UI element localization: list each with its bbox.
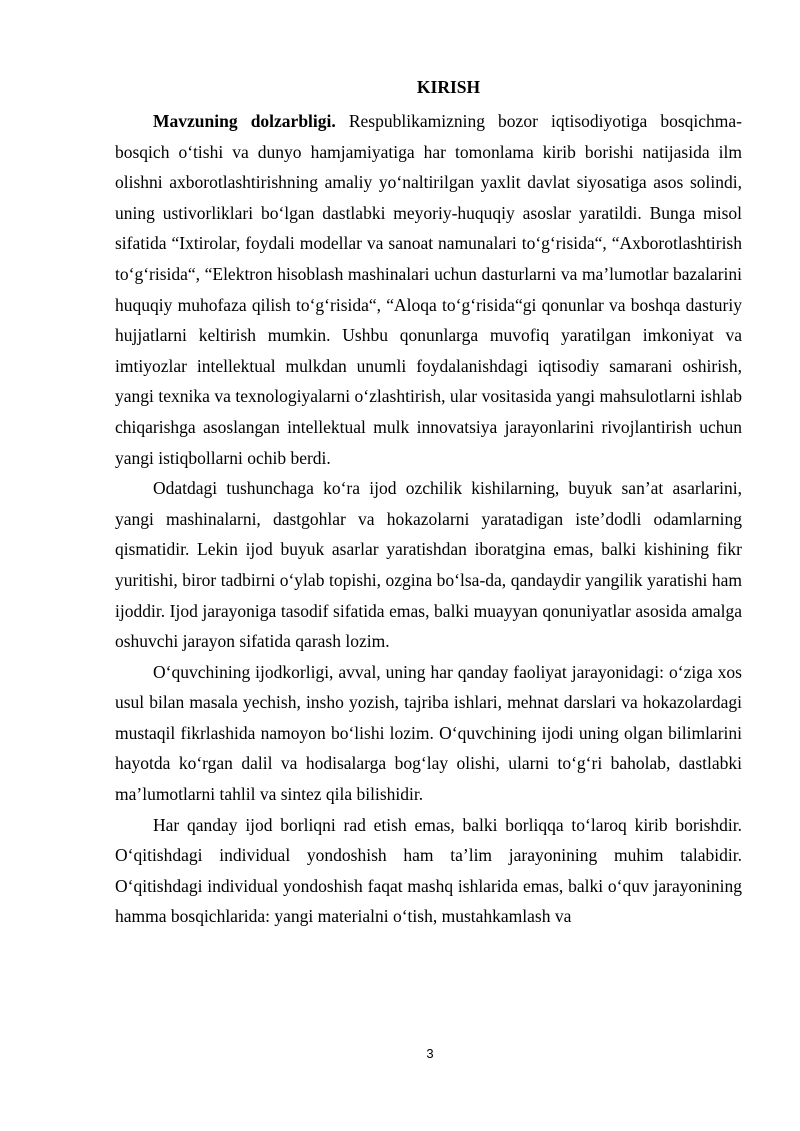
- paragraph-text: Odatdagi tushunchaga ko‘ra ijod ozchilik kishilarning, buyuk san’at asarlarini, yangi mashinalarni, dastgohlar va hokazolarni yaratadigan iste’dodli odamlarning qismatidir. Lekin ijod buyuk asarlar yaratishdan iboratgina emas, balki kishining fikr yuritishi, biror tadbirni o‘ylab topishi, ozgina bo‘lsa-da, qandaydir yangilik yaratishi ham ijoddir. Ijod jarayoniga tasodif sifatida emas, balki muayyan qonuniyatlar asosida amalga oshuvchi jarayon sifatida qarash lozim.: [115, 478, 742, 652]
- page-title: KIRISH: [416, 77, 481, 97]
- document-page: [115, 74, 742, 932]
- paragraph-text: Har qanday ijod borliqni rad etish emas, balki borliqqa to‘laroq kirib borishdir. O‘qitishdagi individual yondoshish ham ta’lim jarayonining muhim talabidir. O‘qitishdagi individual yondoshish faqat mashq ishlarida emas, balki o‘quv jarayonining hamma bosqichlarida: yangi materialni o‘tish, mustahkamlash va: [115, 814, 742, 927]
- paragraph-creativity: [115, 473, 742, 657]
- paragraph-relevance: [115, 106, 742, 473]
- page-number: 3: [426, 1046, 434, 1061]
- paragraph-text: Respublikamizning bozor iqtisodiyotiga bosqichma-bosqich o‘tishi va dunyo hamjamiyatiga har tomonlama kirib borishi natijasida ilm olishni axborotlashtirishning amaliy yo‘naltirilgan yaxlit davlat siyosatiga asos solindi, uning ustivorliklari bo‘lgan dastlabki meyoriy-huquqiy asoslar yaratildi. Bunga misol sifatida “Ixtirolar, foydali modellar va sanoat namunalari to‘g‘risida“, “Axborotlashtirish to‘g‘risida“, “Elektron hisoblash mashinalari uchun dasturlarni va ma’lumotlar bazalarini huquqiy muhofaza qilish to‘g‘risida“, “Aloqa to‘g‘risida“gi qonunlar va boshqa dasturiy hujjatlarni keltirish mumkin. Ushbu qonunlarga muvofiq yaratilgan imkoniyat va imtiyozlar intellektual mulkdan unumli foydalanishdagi iqtisodiy samarani oshirish, yangi texnika va texnologiyalarni o‘zlashtirish, ular vositasida yangi mahsulotlarni ishlab chiqarishga asoslangan intellektual mulk innovatsiya jarayonlarini rivojlantirish uchun yangi istiqbollarni ochib berdi.: [115, 111, 742, 468]
- paragraph-lead: Mavzuning dolzarbligi.: [153, 111, 336, 131]
- paragraph-student-creativity: [115, 657, 742, 810]
- paragraph-text: O‘quvchining ijodkorligi, avval, uning har qanday faoliyat jarayonidagi: o‘ziga xos usul bilan masala yechish, insho yozish, tajriba ishlari, mehnat darslari va hokazolardagi mustaqil fikrlashida namoyon bo‘lishi lozim. O‘quvchining ijodi uning olgan bilimlarini hayotda ko‘rgan dalil va hodisalarga bog‘lay olishi, ularni to‘g‘ri baholab, dastlabki ma’lumotlarni tahlil va sintez qila bilishidir.: [115, 661, 742, 805]
- paragraph-individual-approach: [115, 810, 742, 932]
